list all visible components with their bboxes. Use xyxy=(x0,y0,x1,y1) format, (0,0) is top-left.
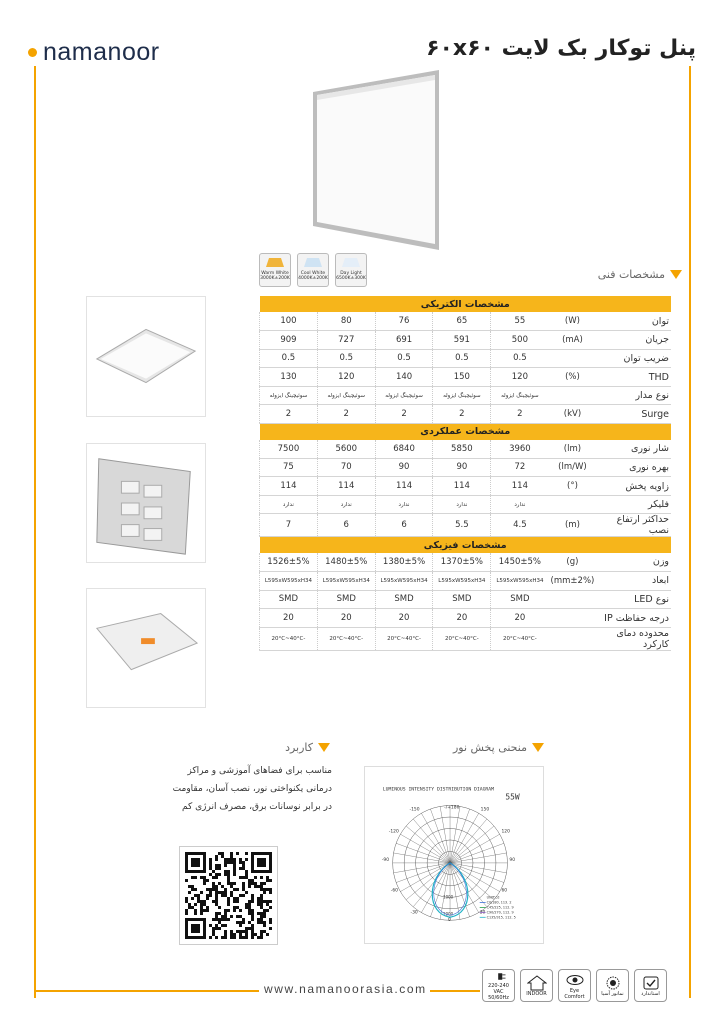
angle-label: -90 xyxy=(381,857,390,863)
angle-label: -/+180 xyxy=(444,805,460,811)
section-tech-specs: مشخصات فنی xyxy=(598,268,682,281)
table-row: ضریب توان 0.5 0.5 0.5 0.5 0.5 xyxy=(260,349,672,368)
table-row: فلیکر ندارد ندارد ندارد ندارد ندارد xyxy=(260,495,672,514)
standard-icon: استاندارد xyxy=(634,969,667,1002)
photo-panel-driver xyxy=(86,588,206,708)
eye-icon: Eye Comfort xyxy=(558,969,591,1002)
legend-item: C90/270, 112. 9 xyxy=(486,910,514,915)
section-usage: کاربرد xyxy=(285,741,330,754)
lamp-icon xyxy=(265,256,285,268)
table-row: حداکثر ارتفاع نصب (m) 4.5 5.5 6 6 7 xyxy=(260,514,672,537)
lamp-icon xyxy=(341,256,361,268)
angle-label: 90 xyxy=(509,857,516,863)
table-row: وزن (g) 1450±5% 1370±5% 1380±5% 1480±5% 1526±5% xyxy=(260,553,672,572)
left-rule xyxy=(34,66,36,998)
light-distribution-diagram xyxy=(364,766,544,944)
table-row: ابعاد (mm±2%) L595xW595xH34 L595xW595xH34 L595xW595xH34 L595xW595xH34 L595xW595xH34 xyxy=(260,572,672,591)
diagram-legend xyxy=(480,896,516,920)
table-row: بهره نوری (lm/W) 72 90 90 70 75 xyxy=(260,458,672,477)
badge-day-light: Day Light 6500K±300K xyxy=(335,253,367,287)
triangle-icon xyxy=(532,743,544,752)
table-row: Surge (kV) 2 2 2 2 2 xyxy=(260,405,672,424)
plug-icon: 220-240 VAC 50/60Hz xyxy=(482,969,515,1002)
certification-icons xyxy=(482,969,667,1002)
table-row: نوع مدار سوئیچینگ ایزوله سوئیچینگ ایزوله سوئیچینگ ایزوله سوئیچینگ ایزوله سوئیچینگ ایزوله xyxy=(260,386,672,405)
angle-label: 0 xyxy=(448,918,451,924)
section-distribution: منحنی پخش نور xyxy=(453,741,544,754)
radial-tick: 2000 xyxy=(443,911,454,917)
table-row: توان (W) 55 65 76 80 100 xyxy=(260,312,672,331)
angle-label: -60 xyxy=(390,888,398,894)
right-rule xyxy=(689,66,691,998)
photo-panel-perspective xyxy=(86,296,206,417)
panel-product-image xyxy=(313,70,439,250)
radial-tick: 1000 xyxy=(443,894,454,900)
table-row: THD (%) 120 150 140 120 130 xyxy=(260,368,672,387)
bottom-rule-right xyxy=(430,990,480,992)
angle-label: 30 xyxy=(479,910,486,916)
angle-label: 120 xyxy=(501,829,510,835)
photo-panel-back xyxy=(86,443,206,563)
usage-description: مناسب برای فضاهای آموزشی و مراکز درمانی یکنواختی نور، نصب آسان، مقاومت در برابر نوسانات برق، مصرف انرژی کم xyxy=(172,766,332,812)
table-row: جریان (mA) 500 591 691 727 909 xyxy=(260,331,672,350)
website-link[interactable]: www.namanoorasia.com xyxy=(264,982,427,996)
angle-label: -120 xyxy=(388,829,399,835)
page-title: پنل توکار بک لایت ۶۰x۶۰ xyxy=(426,36,696,61)
house-icon: INDOOR xyxy=(520,969,553,1002)
spec-table xyxy=(259,296,671,651)
table-row: درجه حفاظت IP 20 20 20 20 20 xyxy=(260,609,672,628)
angle-label: -150 xyxy=(409,807,420,813)
legend-item: C0/180, 113. 2 xyxy=(486,900,512,905)
badge-warm-white: Warm White 3000K±200K xyxy=(259,253,291,287)
legend-item: C135/315, 112. 5 xyxy=(486,915,516,920)
group-header-performance: مشخصات عملکردی xyxy=(260,424,672,440)
triangle-icon xyxy=(670,270,682,279)
legend-title: UNIT:cd xyxy=(486,895,500,900)
bottom-rule-left xyxy=(34,990,259,992)
group-header-physical: مشخصات فیزیکی xyxy=(260,537,672,553)
triangle-icon xyxy=(318,743,330,752)
table-row: زاویه پخش (°) 114 114 114 114 114 xyxy=(260,477,672,496)
table-row: نوع LED SMD SMD SMD SMD SMD xyxy=(260,590,672,609)
qr-code[interactable] xyxy=(179,846,278,945)
color-temperature-badges xyxy=(259,253,367,287)
lamp-icon xyxy=(303,256,323,268)
diagram-model: 55W xyxy=(505,792,520,802)
group-header-electrical: مشخصات الکتریکی xyxy=(260,296,672,312)
table-row: شار نوری (lm) 3960 5850 6840 5600 7500 xyxy=(260,440,672,459)
brand-dot xyxy=(28,48,37,57)
angle-label: -30 xyxy=(410,910,418,916)
brand-name: namanoor xyxy=(43,38,160,66)
table-row: محدوده دمای کارکرد -20°C~40°C -20°C~40°C -20°C~40°C -20°C~40°C -20°C~40°C xyxy=(260,627,672,650)
angle-label: 60 xyxy=(501,888,508,894)
brand-logo xyxy=(28,38,160,67)
badge-cool-white: Cool White 4000K±200K xyxy=(297,253,329,287)
angle-label: 150 xyxy=(480,807,490,813)
legend-item: C45/225, 112. 9 xyxy=(486,905,514,910)
seal-icon: نمانور آسیا xyxy=(596,969,629,1002)
diagram-title: LUMINOUS INTENSITY DISTRIBUTION DIAGRAM xyxy=(382,787,494,793)
